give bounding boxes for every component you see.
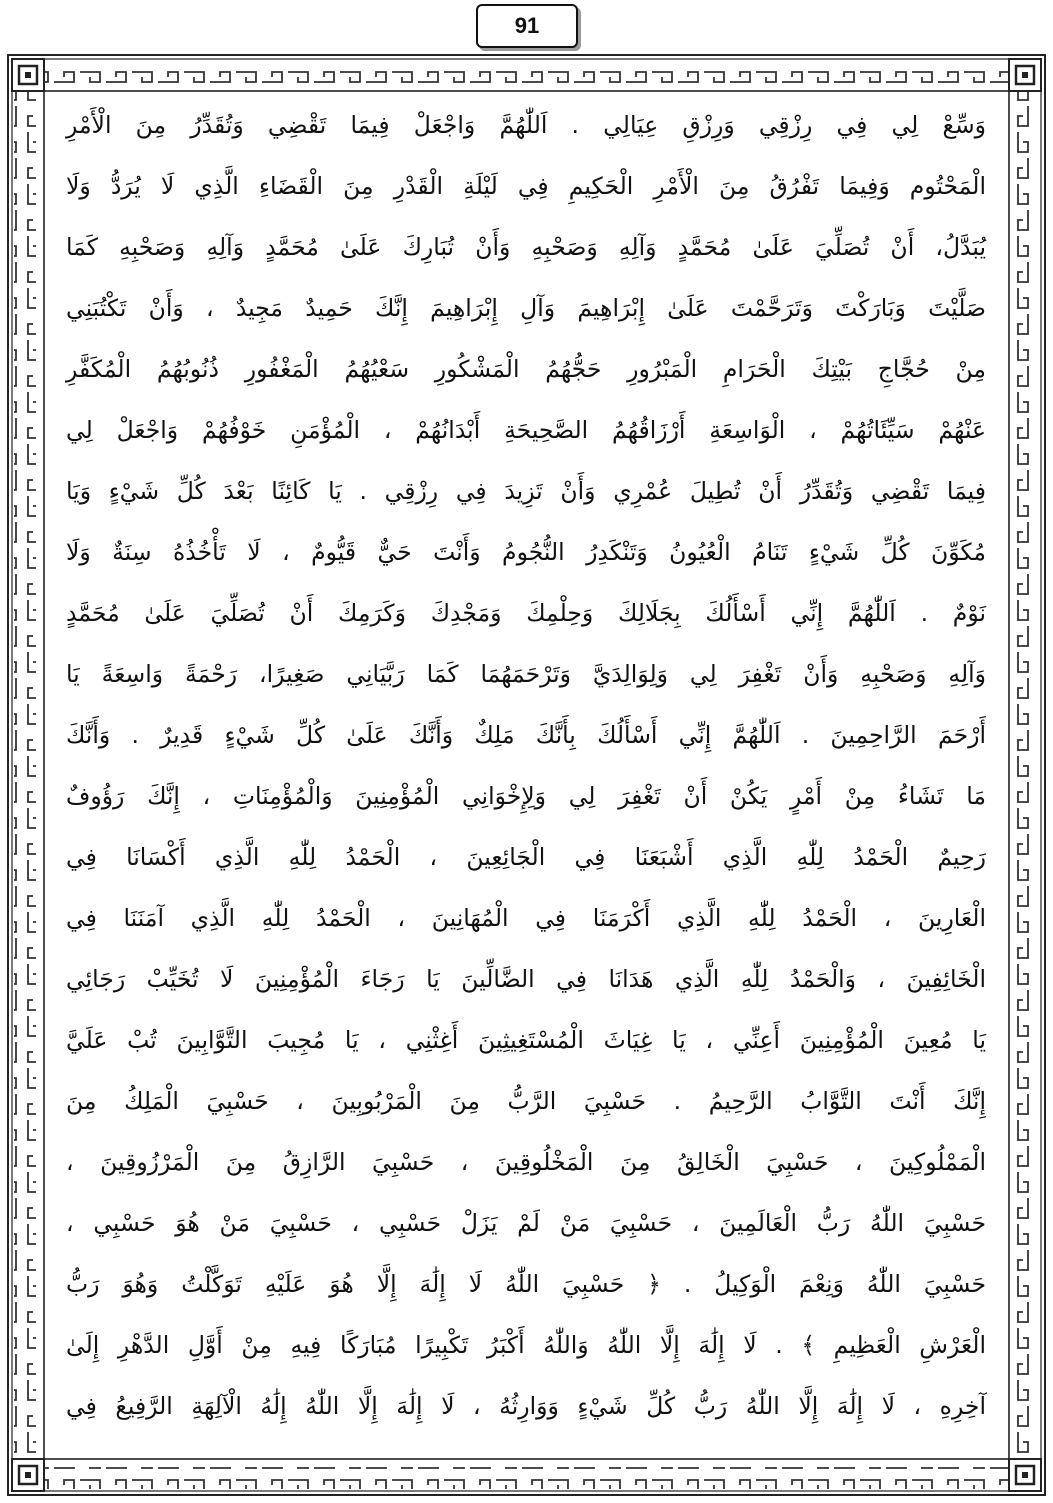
text-line: وَسِّعْ لِي فِي رِزْقِي وَرِزْقِ عِيَالِي . اَللّٰهُمَّ وَاجْعَلْ فِيمَا تَقْضِي وَتُقَدِّرُ مِنَ الْأَمْرِ	[66, 111, 986, 139]
text-line: صَلَّيْتَ وَبَارَكْتَ وَتَرَحَّمْتَ عَلَىٰ إِبْرَاهِيمَ وَآلِ إِبْرَاهِيمَ إِنَّكَ حَمِيدٌ مَجِيدٌ ، وَأَنْ تَكْتُبَنِي	[66, 294, 986, 322]
text-line: حَسْبِيَ اللّٰهُ وَنِعْمَ الْوَكِيلُ . ﴿ حَسْبِيَ اللّٰهُ لَا إِلَٰهَ إِلَّا هُوَ عَلَيْهِ تَوَكَّلْتُ وَهُوَ رَبُّ	[66, 1270, 986, 1298]
text-line: إِنَّكَ أَنْتَ التَّوَّابُ الرَّحِيمُ . حَسْبِيَ الرَّبُّ مِنَ الْمَرْبُوبِينَ ، حَسْبِيَ الْمَلِكُ مِنَ	[66, 1087, 986, 1115]
text-line: آخِرِهِ ، لَا إِلَٰهَ إِلَّا اللّٰهُ رَبُّ كُلِّ شَيْءٍ وَوَارِثُهُ ، لَا إِلَٰهَ إِلَّا اللّٰهُ إِلَٰهُ الْآلِهَةِ الرَّفِيعُ فِي	[66, 1392, 986, 1420]
text-line: رَحِيمٌ الْحَمْدُ لِلّٰهِ الَّذِي أَشْبَعَنَا فِي الْجَائِعِينَ ، الْحَمْدُ لِلّٰهِ الَّذِي أَكْسَانَا فِي	[66, 843, 986, 871]
text-line: مِنْ حُجَّاجِ بَيْتِكَ الْحَرَامِ الْمَبْرُورِ حَجُّهُمُ الْمَشْكُورِ سَعْيُهُمُ الْمَغْفُورِ ذُنُوبُهُمُ الْمُكَفَّرِ	[66, 355, 986, 383]
corner-ornament-top-right	[1009, 59, 1041, 91]
text-line: الْمَحْتُوم وَفِيمَا تَفْرُقُ مِنَ الْأَمْرِ الْحَكِيمِ فِي لَيْلَةِ الْقَدْرِ مِنَ الْقَضَاءِ الَّذِي لَا يُرَدُّ وَلَا	[66, 172, 986, 200]
text-line: أَرْحَمَ الرَّاحِمِينَ . اَللّٰهُمَّ إِنِّي أَسْأَلُكَ بِأَنَّكَ مَلِكٌ وَأَنَّكَ عَلَىٰ كُلِّ شَيْءٍ قَدِيرٌ . وَأَنَّكَ	[66, 721, 986, 749]
corner-ornament-bottom-left	[12, 1459, 44, 1491]
corner-ornament-bottom-right	[1009, 1459, 1041, 1491]
corner-ornament-top-left	[12, 59, 44, 91]
text-line: مُكَوِّنَ كُلِّ شَيْءٍ تَنَامُ الْعُيُونُ وَتَنْكَدِرُ النُّجُومُ وَأَنْتَ حَيٌّ قَيُّومٌ ، لَا تَأْخُذُهُ سِنَةٌ وَلَا	[66, 538, 986, 566]
text-line: عَنْهُمْ سَيِّئَاتُهُمْ ، الْوَاسِعَةِ أَرْزَاقُهُمُ الصَّحِيحَةِ أَبْدَانُهُمْ ، الْمُؤْمَنِ خَوْفُهُمْ وَاجْعَلْ لِي	[66, 416, 986, 444]
text-line: وَآلِهِ وَصَحْبِهِ وَأَنْ تَغْفِرَ لِي وَلِوَالِدَيَّ وَتَرْحَمَهُمَا كَمَا رَبَّيَانِي صَغِيرًا، رَحْمَةً وَاسِعَةً يَا	[66, 660, 986, 688]
arabic-text-body	[66, 96, 986, 1436]
text-line: يُبَدَّلُ، أَنْ تُصَلِّيَ عَلَىٰ مُحَمَّدٍ وَآلِهِ وَصَحْبِهِ وَأَنْ تُبَارِكَ عَلَىٰ مُحَمَّدٍ وَآلِهِ وَصَحْبِهِ كَمَا	[66, 233, 986, 261]
text-line: مَا تَشَاءُ مِنْ أَمْرٍ يَكُنْ أَنْ تَغْفِرَ لِي وَلِإِخْوَانِي الْمُؤْمِنِينَ وَالْمُؤْمِنَاتِ ، إِنَّكَ رَؤُوفٌ	[66, 782, 986, 810]
text-line: الْخَائِفِينَ ، وَالْحَمْدُ لِلّٰهِ الَّذِي هَدَانَا فِي الضَّالِّينَ يَا رَجَاءَ الْمُؤْمِنِينَ لَا تُخَيِّبْ رَجَائِي	[66, 965, 986, 993]
text-line: الْعَارِينَ ، الْحَمْدُ لِلّٰهِ الَّذِي أَكْرَمَنَا فِي الْمُهَانِينَ ، الْحَمْدُ لِلّٰهِ الَّذِي آمَنَنَا فِي	[66, 904, 986, 932]
text-line: الْمَمْلُوكِينَ ، حَسْبِيَ الْخَالِقُ مِنَ الْمَخْلُوقِينَ ، حَسْبِيَ الرَّازِقُ مِنَ الْمَرْزُوقِينَ ،	[66, 1148, 986, 1176]
text-line: نَوْمٌ . اَللّٰهُمَّ إِنِّي أَسْأَلُكَ بِجَلَالِكَ وَحِلْمِكَ وَمَجْدِكَ وَكَرَمِكَ أَنْ تُصَلِّيَ عَلَىٰ مُحَمَّدٍ	[66, 599, 986, 627]
text-line: يَا مُعِينَ الْمُؤْمِنِينَ أَعِنِّي ، يَا غِيَاثَ الْمُسْتَغِيثِينَ أَغِثْنِي ، يَا مُجِيبَ التَّوَّابِينَ تُبْ عَلَيَّ	[66, 1026, 986, 1054]
text-line: حَسْبِيَ اللّٰهُ رَبُّ الْعَالَمِينَ ، حَسْبِيَ مَنْ لَمْ يَزَلْ حَسْبِي ، حَسْبِيَ مَنْ هُوَ حَسْبِي ،	[66, 1209, 986, 1237]
page-number: 91	[476, 4, 578, 48]
text-line: فِيمَا تَقْضِي وَتُقَدِّرُ أَنْ تُطِيلَ عُمْرِي وَأَنْ تَزِيدَ فِي رِزْقِي . يَا كَائِنًا بَعْدَ كُلِّ شَيْءٍ وَيَا	[66, 477, 986, 505]
text-line: الْعَرْشِ الْعَظِيمِ ﴾ . لَا إِلَٰهَ إِلَّا اللّٰهُ وَاللّٰهُ أَكْبَرُ تَكْبِيرًا مُبَارَكًا فِيهِ مِنْ أَوَّلِ الدَّهْرِ إِلَىٰ	[66, 1331, 986, 1359]
